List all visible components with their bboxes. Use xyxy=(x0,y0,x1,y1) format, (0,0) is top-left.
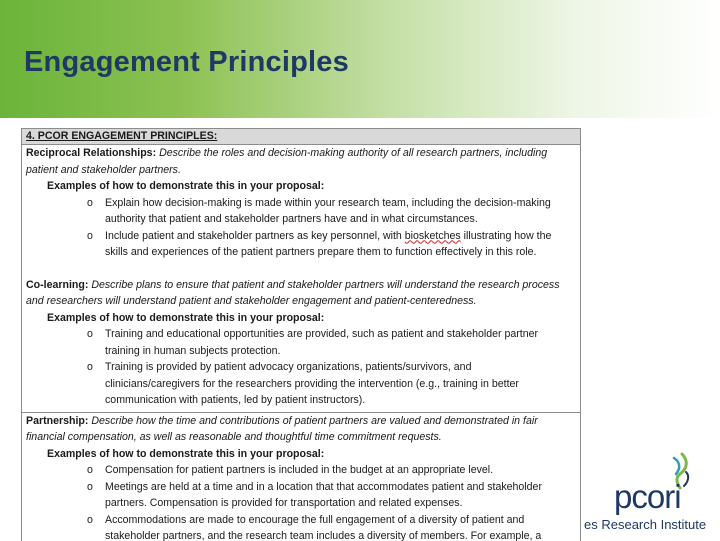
bullet-line: partners. Compensation is provided for transportation and related expenses. xyxy=(105,497,462,509)
intro-line: patient and stakeholder partners. xyxy=(26,164,181,176)
list-item xyxy=(26,479,576,512)
section-co-learning xyxy=(22,277,580,409)
bullet-line: Explain how decision-making is made within your research team, including the decision-making xyxy=(105,197,551,209)
list-item xyxy=(26,462,576,479)
bullet-line: skills and experiences of the patient partners prepare them to function effectively in this role. xyxy=(105,246,536,258)
bullet-marker: o xyxy=(26,359,105,409)
intro-line: financial compensation, as well as reasonable and thoughtful time commitment requests. xyxy=(26,431,442,443)
bullet-line: Accommodations are made to encourage the full engagement of a diversity of patient and xyxy=(105,514,524,526)
section-intro xyxy=(26,277,576,294)
examples-heading: Examples of how to demonstrate this in your proposal: xyxy=(47,446,576,463)
list-item xyxy=(26,326,576,359)
section-term: Partnership: xyxy=(26,415,88,427)
bullet-line: clinicians/caregivers for the researchers providing the intervention (e.g., training in better xyxy=(105,378,519,390)
section-partnership xyxy=(22,412,580,541)
section-term: Co-learning: xyxy=(26,279,88,291)
bullet-marker: o xyxy=(26,479,105,512)
intro-line: and researchers will understand patient and stakeholder engagement and patient-centeredness. xyxy=(26,295,477,307)
logo-tagline: es Research Institute xyxy=(584,517,706,532)
bullet-line-part: Include patient and stakeholder partners as key personnel, with xyxy=(105,230,405,242)
list-item xyxy=(26,512,576,541)
section-term: Reciprocal Relationships: xyxy=(26,147,156,159)
bullet-marker: o xyxy=(26,462,105,479)
bullet-line: training in human subjects protection. xyxy=(105,345,281,357)
list-item xyxy=(26,359,576,409)
bullet-marker: o xyxy=(26,228,105,261)
bullet-line: communication with patients, led by patient instructors). xyxy=(105,394,365,406)
logo-wordmark: pcori xyxy=(614,478,681,516)
bullet-line: authority that patient and stakeholder partners have and in what circumstances. xyxy=(105,213,478,225)
list-item xyxy=(26,195,576,228)
bullet-marker: o xyxy=(26,512,105,541)
section-intro xyxy=(26,413,576,430)
bullet-marker: o xyxy=(26,195,105,228)
bullet-line-part: illustrating how the xyxy=(461,230,552,242)
bullet-line: stakeholder partners, and the research team includes a diversity of members. For example, a xyxy=(105,530,541,541)
bullet-line: Training and educational opportunities are provided, such as patient and stakeholder partner xyxy=(105,328,538,340)
examples-heading: Examples of how to demonstrate this in your proposal: xyxy=(47,310,576,327)
section-reciprocal-relationships xyxy=(22,145,580,277)
intro-line: Describe how the time and contributions of patient partners are valued and demonstrated in fair xyxy=(91,415,537,427)
misspelled-word: biosketches xyxy=(405,230,461,242)
bullet-marker: o xyxy=(26,326,105,359)
intro-line: Describe the roles and decision-making authority of all research partners, including xyxy=(159,147,547,159)
slide-title: Engagement Principles xyxy=(24,46,349,79)
examples-heading: Examples of how to demonstrate this in your proposal: xyxy=(47,178,576,195)
list-item xyxy=(26,228,576,261)
bullet-line: Compensation for patient partners is included in the budget at an appropriate level. xyxy=(105,464,493,476)
document-header: 4. PCOR ENGAGEMENT PRINCIPLES: xyxy=(22,129,580,145)
bullet-line: Training is provided by patient advocacy organizations, patients/survivors, and xyxy=(105,361,471,373)
pcori-logo xyxy=(584,452,720,540)
document-excerpt xyxy=(21,128,581,541)
intro-line: Describe plans to ensure that patient and stakeholder partners will understand the research process xyxy=(91,279,559,291)
bullet-line: Meetings are held at a time and in a location that that accommodates patient and stakeholder xyxy=(105,481,542,493)
section-intro xyxy=(26,145,576,162)
